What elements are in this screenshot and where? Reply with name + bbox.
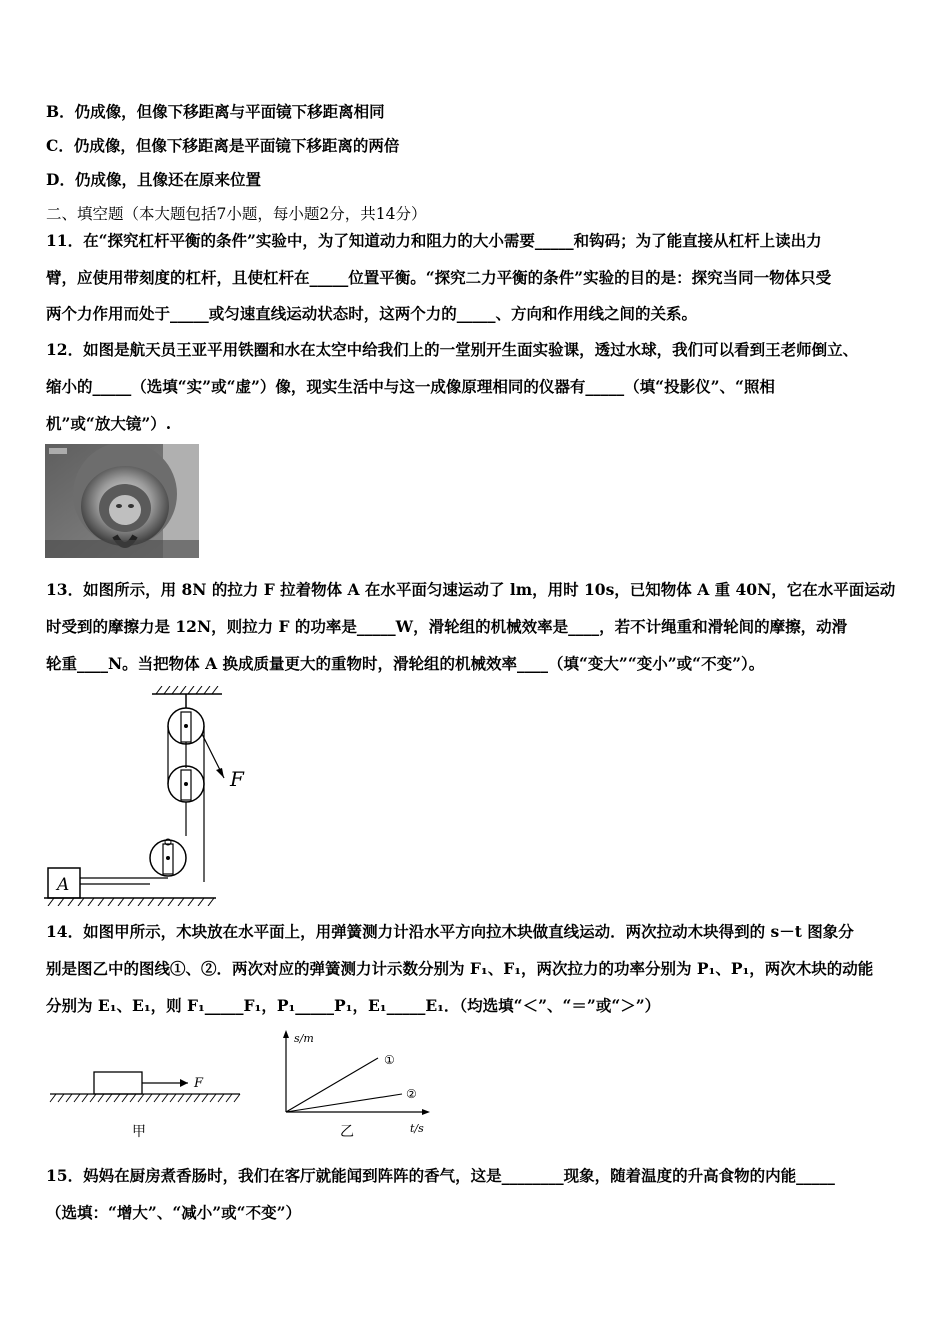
q11-line-3: 两个力作用而处于_____或匀速直线运动状态时，这两个力的_____、方向和作用线之间的关系。 [46, 304, 698, 323]
q11-line-2: 臂，应使用带刻度的杠杆，且使杠杆在_____位置平衡。“探究二力平衡的条件”实验的目的是：探究当同一物体只受 [46, 268, 832, 287]
yi-line-2-label: ② [406, 1087, 417, 1101]
q13-line-1: 13．如图所示，用 8N 的拉力 F 拉着物体 A 在水平面匀速运动了 lm，用时 10s，已知物体 A 重 40N，它在水平面运动 [46, 580, 896, 599]
pulley-force-label: F [230, 767, 244, 791]
q12-line-2: 缩小的_____（选填“实”或“虚”）像，现实生活中与这一成像原理相同的仪器有_____（填“投影仪”、“照相 [46, 377, 775, 396]
yi-line-1-label: ① [384, 1053, 395, 1067]
q15-line-2: （选填：“增大”、“减小”或“不变”） [46, 1203, 301, 1222]
figure-jia-block-on-ground [46, 1062, 246, 1142]
q12-line-1: 12．如图是航天员王亚平用铁圈和水在太空中给我们上的一堂别开生面实验课，透过水球，我们可以看到王老师倒立、 [46, 340, 859, 359]
yi-line-1 [286, 1058, 378, 1112]
option-c: C．仍成像，但像下移距离是平面镜下移距离的两倍 [46, 136, 400, 155]
q15-line-1: 15．妈妈在厨房煮香肠时，我们在客厅就能闻到阵阵的香气，这是________现象，随着温度的升高食物的内能_____ [46, 1166, 835, 1185]
q14-line-1: 14．如图甲所示，木块放在水平面上，用弹簧测力计沿水平方向拉木块做直线运动．两次拉动木块得到的 s－t 图象分 [46, 922, 854, 941]
jia-force-label: F [194, 1076, 204, 1091]
yi-line-2 [286, 1094, 402, 1112]
q14-line-3: 分别为 E₁、E₁，则 F₁_____F₁，P₁_____P₁，E₁_____E₁．（均选填“＜”、“＝”或“＞”） [46, 996, 661, 1015]
q11-line-1: 11．在“探究杠杆平衡的条件”实验中，为了知道动力和阻力的大小需要_____和钩码；为了能直接从杠杆上读出力 [46, 231, 822, 250]
q13-line-3: 轮重____N。当把物体 A 换成质量更大的重物时，滑轮组的机械效率____（填“变大”“变小”或“不变”）。 [46, 654, 765, 673]
option-b: B．仍成像，但像下移距离与平面镜下移距离相同 [46, 102, 385, 121]
block-a-label: A [57, 875, 70, 895]
yi-x-axis-label: t/s [410, 1122, 424, 1135]
jia-caption: 甲 [132, 1124, 146, 1140]
yi-caption: 乙 [340, 1124, 354, 1140]
q13-line-2: 时受到的摩擦力是 12N，则拉力 F 的功率是_____W，滑轮组的机械效率是____，若不计绳重和滑轮间的摩擦，动滑 [46, 617, 848, 636]
water-ball-photo [45, 444, 199, 558]
figure-yi-st-graph [266, 1028, 436, 1140]
q14-line-2: 别是图乙中的图线①、②．两次对应的弹簧测力计示数分别为 F₁、F₁，两次拉力的功率分别为 P₁、P₁，两次木块的动能 [46, 959, 874, 978]
pulley-system-figure [44, 686, 304, 906]
q12-line-3: 机”或“放大镜”）. [46, 414, 172, 433]
yi-y-axis-label: s/m [294, 1032, 314, 1045]
section-heading: 二、填空题（本大题包括7小题，每小题2分，共14分） [46, 205, 427, 223]
option-d: D．仍成像，且像还在原来位置 [46, 170, 261, 189]
